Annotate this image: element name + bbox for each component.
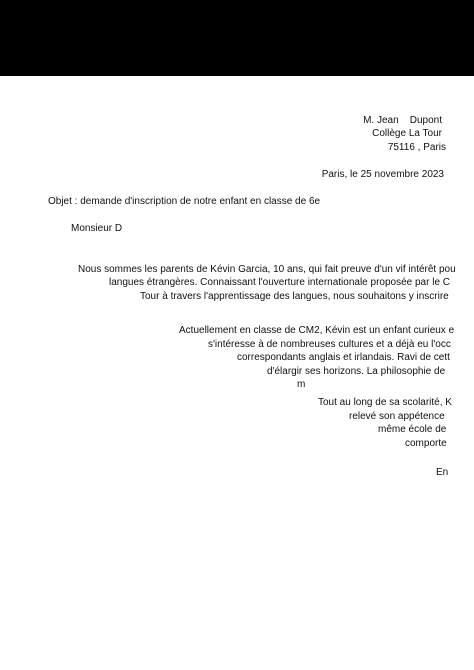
paragraph1-line: Tour à travers l'apprentissage des langues, nous souhaitons y inscrire xyxy=(140,291,449,302)
paragraph1-line: Nous sommes les parents de Kévin Garcia, 10 ans, qui fait preuve d'un vif intérêt pou xyxy=(78,264,456,275)
paragraph3-line: même école de xyxy=(378,424,447,435)
paragraph3-line: relevé son appétence xyxy=(349,411,445,422)
date-line: Paris, le 25 novembre 2023 xyxy=(321,169,444,180)
sender-school: Collège La Tour xyxy=(372,128,442,139)
paragraph2-line: s'intéresse à de nombreuses cultures et a déjà eu l'occ xyxy=(208,339,451,350)
letter-page xyxy=(0,76,474,670)
paragraph3-line: Tout au long de sa scolarité, K xyxy=(318,397,452,408)
top-black-bar xyxy=(0,0,474,76)
paragraph2-line: m xyxy=(297,379,306,390)
paragraph3-line: comporte xyxy=(405,438,447,449)
subject-line: Objet : demande d'inscription de notre enfant en classe de 6e xyxy=(48,196,321,207)
paragraph2-line: Actuellement en classe de CM2, Kévin est un enfant curieux e xyxy=(179,325,455,336)
paragraph2-line: d'élargir ses horizons. La philosophie de xyxy=(267,366,446,377)
paragraph1-line: langues étrangères. Connaissant l'ouverture internationale proposée par le C xyxy=(109,277,451,288)
paragraph4-line: En xyxy=(436,467,449,478)
sender-name: M. Jean Dupont xyxy=(363,115,442,126)
salutation: Monsieur D xyxy=(71,223,123,234)
sender-city: 75116 , Paris xyxy=(387,142,446,153)
paragraph2-line: correspondants anglais et irlandais. Ravi de cett xyxy=(237,352,450,363)
